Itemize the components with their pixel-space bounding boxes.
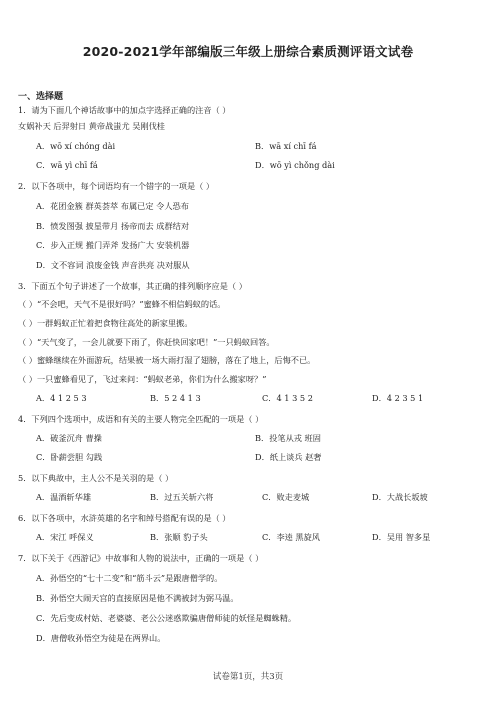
question-3-option-a[interactable]: A．4 1 2 5 3 [36, 393, 87, 403]
page-footer: 试卷第1页，共3页 [212, 672, 284, 682]
question-3-stem: 3．下面五个句子讲述了一个故事，其正确的排列顺序应是（ ） [18, 281, 247, 291]
question-3-sentence-5: （ ）一只蜜蜂看见了，飞过来问：“蚂蚁老弟，你们为什么搬家呀？” [18, 374, 267, 384]
question-2-stem: 2．以下各项中，每个词语均有一个错字的一项是（ ） [18, 181, 215, 191]
question-6-option-b[interactable]: B．张顺 豹子头 [150, 532, 208, 542]
question-1-stem: 1．请为下面几个神话故事中的加点字选择正确的注音（ ） [18, 105, 231, 115]
question-1-words: 女娲补天 后羿射日 黄帝战蚩尤 吴刚伐桂 [18, 121, 165, 131]
page-title: 2020-2021学年部编版三年级上册综合素质测评语文试卷 [82, 44, 414, 59]
question-5-option-c[interactable]: C．败走麦城 [262, 492, 310, 502]
question-5-option-b[interactable]: B．过五关斩六将 [150, 492, 214, 502]
question-2-option-a[interactable]: A．花团金簇 群英荟萃 布属已定 令人恐布 [36, 201, 189, 211]
question-3-sentence-3: （ ）“天气变了，一会儿就要下雨了，你赶快回家吧！”一只蚂蚁回答。 [18, 337, 275, 347]
question-6-stem: 6．以下各项中，水浒英雄的名字和绰号搭配有误的是（ ） [18, 513, 231, 523]
question-1-option-c[interactable]: C．wā yì chī fá [36, 160, 98, 170]
question-2-option-b[interactable]: B．愤发图强 披星带月 扬帝而去 成群结对 [36, 221, 190, 231]
section-heading: 一、选择题 [18, 92, 64, 102]
question-3-sentence-2: （ ）一群蚂蚁正忙着把食物往高处的新家里搬。 [18, 318, 193, 328]
question-3-sentence-1: （ ）“不会吧，天气不是很好吗？”蜜蜂不相信蚂蚁的话。 [18, 299, 226, 309]
question-1-option-a[interactable]: A．wō xí chóng dài [36, 141, 116, 151]
question-4-stem: 4．下列四个选项中，成语和有关的主要人物完全匹配的一项是（ ） [18, 414, 264, 424]
question-3-option-c[interactable]: C．4 1 3 5 2 [262, 393, 313, 403]
question-7-option-c[interactable]: C．先后变成村姑、老婆婆、老公公迷惑欺骗唐僧师徒的妖怪是蜘蛛精。 [36, 613, 297, 623]
question-1-option-b[interactable]: B．wā xí chī fá [255, 141, 317, 151]
question-4-option-d[interactable]: D．纸上谈兵 赵奢 [255, 452, 322, 462]
question-5-stem: 5．以下典故中，主人公不是关羽的是（ ） [18, 473, 174, 483]
question-4-option-a[interactable]: A．破釜沉舟 曹操 [36, 433, 102, 443]
question-1-option-d[interactable]: D．wō yì chǒng dài [255, 160, 335, 170]
question-7-option-a[interactable]: A．孙悟空的“七十二变”和“筋斗云”是跟唐僧学的。 [36, 573, 223, 583]
question-3-option-d[interactable]: D．4 2 3 5 1 [372, 393, 424, 403]
question-7-option-b[interactable]: B．孙悟空大闹天宫的直接原因是他不满被封为弼马温。 [36, 593, 239, 603]
question-4-option-b[interactable]: B．投笔从戎 班固 [255, 433, 321, 443]
question-2-option-c[interactable]: C．步入正规 搬门弄斧 发扬广大 安装机器 [36, 240, 190, 250]
question-5-option-d[interactable]: D．大战长坂坡 [372, 492, 428, 502]
question-4-option-c[interactable]: C．卧薪尝胆 勾践 [36, 452, 103, 462]
question-6-option-a[interactable]: A．宋江 呼保义 [36, 532, 94, 542]
question-2-option-d[interactable]: D．文不容词 浪废金钱 声音洪亮 决对服从 [36, 260, 190, 270]
question-6-option-d[interactable]: D．吴用 智多星 [372, 532, 431, 542]
question-6-option-c[interactable]: C．李逵 黑旋风 [262, 532, 320, 542]
question-5-option-a[interactable]: A．温酒斩华雄 [36, 492, 92, 502]
question-7-stem: 7．以下关于《西游记》中故事和人物的说法中，正确的一项是（ ） [18, 553, 264, 563]
question-7-option-d[interactable]: D．唐僧收孙悟空为徒是在两界山。 [36, 633, 166, 643]
question-3-sentence-4: （ ）蜜蜂继续在外面游玩，结果被一场大雨打湿了翅膀，落在了地上，后悔不已。 [18, 355, 316, 365]
question-3-option-b[interactable]: B．5 2 4 1 3 [150, 393, 201, 403]
